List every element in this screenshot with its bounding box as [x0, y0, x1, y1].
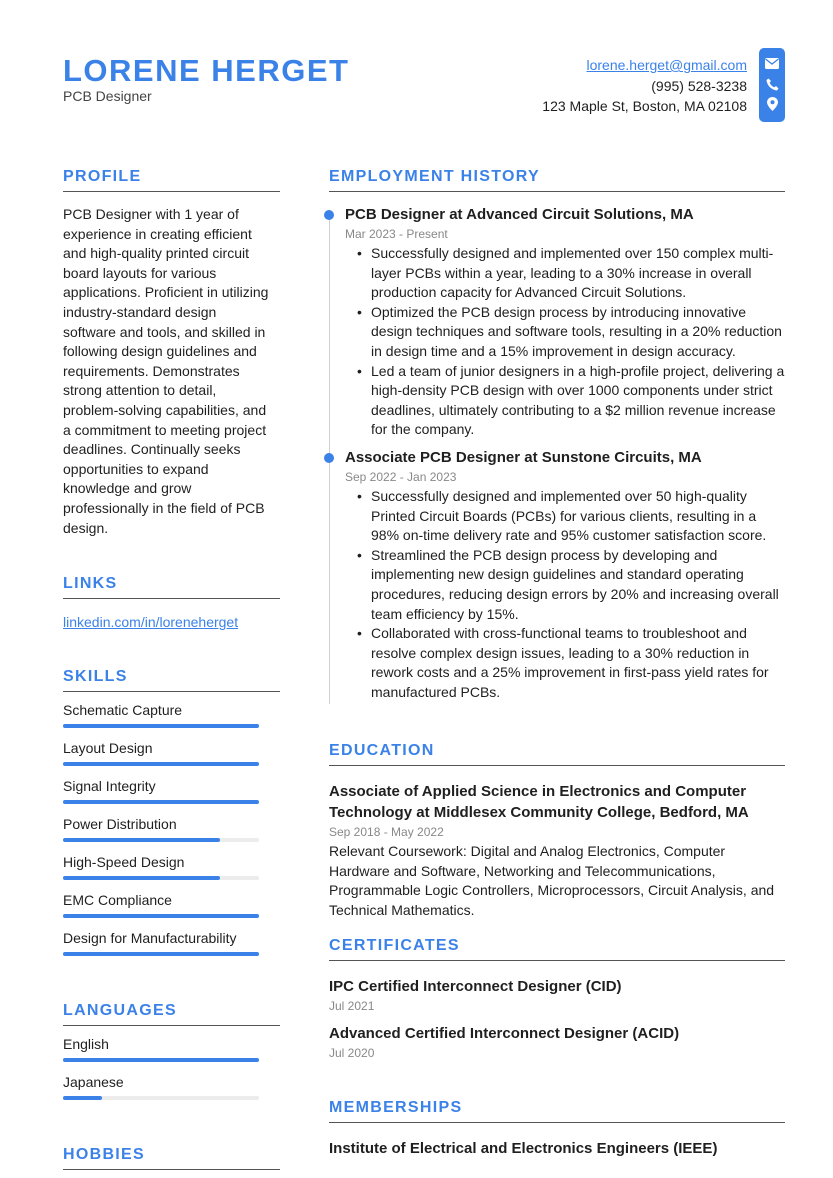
- section-divider: [329, 1122, 785, 1123]
- education-date: Sep 2018 - May 2022: [329, 825, 444, 839]
- certificate-date: Jul 2020: [329, 1046, 375, 1060]
- skill-label: Power Distribution: [63, 816, 177, 832]
- phone-text: (995) 528-3238: [651, 77, 747, 94]
- skill-item: [63, 692, 280, 730]
- hobbies-section: [63, 1145, 280, 1170]
- job-bullets: [345, 487, 785, 703]
- certificates-section: [329, 936, 785, 1061]
- skill-level-fill: [63, 838, 220, 842]
- email-link[interactable]: lorene.herget@gmail.com: [586, 57, 747, 73]
- skill-item: [63, 844, 280, 882]
- skill-label: Signal Integrity: [63, 778, 156, 794]
- employment-heading: EMPLOYMENT HISTORY: [329, 168, 540, 185]
- language-level-bar: [63, 1058, 259, 1062]
- memberships-heading: MEMBERSHIPS: [329, 1099, 463, 1116]
- skill-item: [63, 920, 280, 958]
- profile-heading: PROFILE: [63, 168, 142, 185]
- language-level-bar: [63, 1096, 259, 1100]
- education-title: Associate of Applied Science in Electronics and Computer Technology at Middlesex Community College, Bedford, MA: [329, 783, 749, 821]
- hobbies-heading: HOBBIES: [63, 1146, 145, 1163]
- skill-level-bar: [63, 838, 259, 842]
- job-title: Associate PCB Designer at Sunstone Circuits, MA: [345, 449, 702, 466]
- language-item: [63, 1064, 280, 1102]
- certificates-heading: CERTIFICATES: [329, 937, 460, 954]
- skill-label: Design for Manufacturability: [63, 930, 237, 946]
- languages-section: [63, 1001, 280, 1102]
- skill-level-bar: [63, 724, 259, 728]
- job-bullet: • Optimized the PCB design process by introducing innovative design techniques and software tools, resulting in a 20% reduction in design time and a 15% improvement in design accuracy.: [345, 303, 785, 362]
- membership-title: Institute of Electrical and Electronics Engineers (IEEE): [329, 1140, 718, 1157]
- job-bullet: • Collaborated with cross-functional teams to troubleshoot and resolve complex design issues, leading to a 30% reduction in rework costs and a 25% improvement in first-pass yield rates for manufactured PCBs.: [345, 624, 785, 702]
- section-divider: [329, 765, 785, 766]
- language-label: English: [63, 1036, 109, 1052]
- skill-level-bar: [63, 800, 259, 804]
- skill-level-bar: [63, 876, 259, 880]
- job-bullets: [345, 244, 785, 440]
- certificate-date: Jul 2021: [329, 999, 375, 1013]
- skill-item: [63, 768, 280, 806]
- contact-icon-bar: [759, 48, 785, 122]
- skill-level-fill: [63, 800, 259, 804]
- education-text: Relevant Coursework: Digital and Analog Electronics, Computer Hardware and Software, Networking and Telecommunications, Programmable Logic Controllers, Microprocessors, Circuit Analysis, and Technical Mathematics.: [329, 843, 775, 918]
- languages-list: [63, 1026, 280, 1102]
- phone-icon: [759, 75, 785, 93]
- job-bullet: • Successfully designed and implemented over 150 complex multi-layer PCBs within a year, leading to a 30% increase in overall production capacity for Advanced Circuit Solutions.: [345, 244, 785, 303]
- job-bullet: • Successfully designed and implemented over 50 high-quality Printed Circuit Boards (PCBs) for various clients, resulting in a 98% on-time delivery rate and 95% customer satisfaction score.: [345, 487, 785, 546]
- skills-list: [63, 692, 280, 958]
- section-divider: [63, 1169, 280, 1170]
- language-level-fill: [63, 1096, 102, 1100]
- links-section: [63, 574, 280, 632]
- skill-label: Layout Design: [63, 740, 153, 756]
- certificate-title: Advanced Certified Interconnect Designer (ACID): [329, 1025, 680, 1042]
- language-level-fill: [63, 1058, 259, 1062]
- language-label: Japanese: [63, 1074, 124, 1090]
- candidate-title: PCB Designer: [63, 88, 152, 104]
- section-divider: [63, 598, 280, 599]
- links-heading: LINKS: [63, 575, 118, 592]
- job-title: PCB Designer at Advanced Circuit Solutions, MA: [345, 206, 694, 223]
- envelope-icon: [759, 54, 785, 72]
- job-entry: [345, 448, 785, 703]
- skill-item: [63, 730, 280, 768]
- skill-item: [63, 806, 280, 844]
- skill-level-fill: [63, 876, 220, 880]
- skill-level-fill: [63, 914, 259, 918]
- education-heading: EDUCATION: [329, 742, 435, 759]
- job-date: Sep 2022 - Jan 2023: [345, 470, 457, 484]
- language-item: [63, 1026, 280, 1064]
- certificate-title: IPC Certified Interconnect Designer (CID): [329, 978, 622, 995]
- skill-level-bar: [63, 762, 259, 766]
- employment-section: [329, 167, 785, 192]
- languages-heading: LANGUAGES: [63, 1002, 177, 1019]
- contact-block: [542, 55, 747, 117]
- skill-level-fill: [63, 724, 259, 728]
- address-text: 123 Maple St, Boston, MA 02108: [542, 98, 747, 114]
- skill-level-bar: [63, 952, 259, 956]
- job-entry: [345, 205, 785, 440]
- skill-label: Schematic Capture: [63, 702, 183, 718]
- linkedin-link[interactable]: linkedin.com/in/loreneherget: [63, 614, 239, 630]
- job-bullet: • Led a team of junior designers in a high-profile project, delivering a high-density PCB design with over 1000 components under strict deadlines, ultimately contributing to a $2 million revenue increase for the company.: [345, 362, 785, 440]
- skill-label: EMC Compliance: [63, 892, 172, 908]
- skills-heading: SKILLS: [63, 668, 128, 685]
- skill-item: [63, 882, 280, 920]
- candidate-name: LORENE HERGET: [63, 53, 350, 88]
- timeline-dot: [324, 210, 334, 220]
- job-bullet: • Streamlined the PCB design process by developing and implementing new design guidelines and standard operating procedures, reducing design errors by 20% and increasing overall team efficiency by 15%.: [345, 546, 785, 624]
- skill-level-bar: [63, 914, 259, 918]
- section-divider: [329, 191, 785, 192]
- section-divider: [63, 191, 280, 192]
- memberships-section: [329, 1098, 785, 1159]
- education-section: [329, 741, 785, 920]
- timeline-dot: [324, 453, 334, 463]
- skills-section: [63, 667, 280, 958]
- profile-text: PCB Designer with 1 year of experience in creating efficient and high-quality printed circuit board layouts for various applications. Proficient in utilizing industry-standard design software and tools, and skilled in following design guidelines and requirements. Demonstrates strong attention to detail, problem-solving capabilities, and a commitment to meeting project deadlines. Continually seeks opportunities to expand knowledge and grow professionally in the field of PCB design.: [63, 206, 269, 536]
- section-divider: [329, 960, 785, 961]
- skill-label: High-Speed Design: [63, 854, 185, 870]
- map-pin-icon: [759, 95, 785, 113]
- job-date: Mar 2023 - Present: [345, 227, 448, 241]
- skill-level-fill: [63, 952, 259, 956]
- profile-section: [63, 167, 280, 538]
- skill-level-fill: [63, 762, 259, 766]
